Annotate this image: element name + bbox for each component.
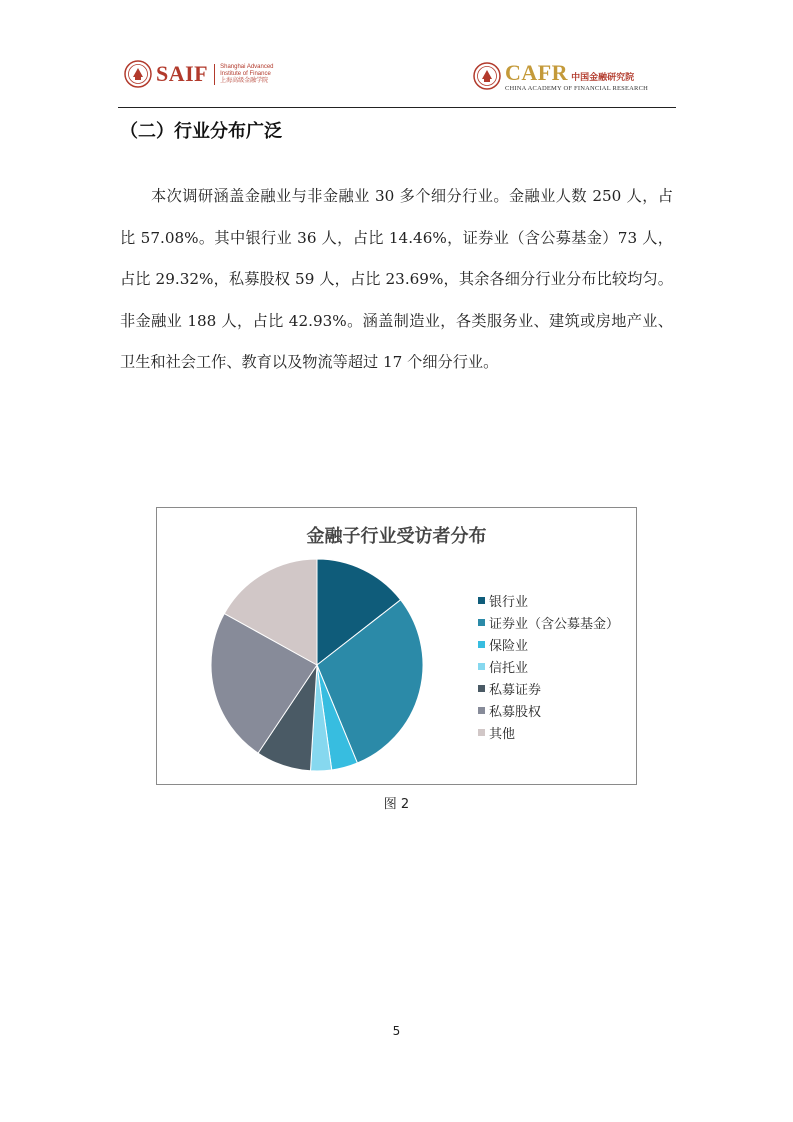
legend-item — [478, 721, 619, 743]
chart-legend — [478, 589, 619, 743]
figure-caption: 图 2 — [383, 797, 410, 812]
legend-label: 私募股权 — [489, 704, 542, 720]
saif-subtitle-line2: Institute of Finance — [220, 70, 271, 77]
pie-chart-figure — [156, 507, 637, 785]
cafr-wordmark: CAFR — [504, 60, 569, 85]
legend-swatch — [478, 685, 485, 692]
cafr-logo — [473, 60, 648, 92]
saif-logo — [124, 60, 274, 88]
saif-seal-icon — [124, 60, 152, 88]
legend-swatch — [478, 707, 485, 714]
legend-item — [478, 655, 619, 677]
cafr-english-name: CHINA ACADEMY OF FINANCIAL RESEARCH — [504, 85, 648, 92]
legend-item — [478, 677, 619, 699]
legend-item — [478, 589, 619, 611]
legend-label: 证券业（含公募基金） — [489, 616, 620, 632]
legend-label: 私募证券 — [489, 682, 542, 698]
legend-label: 保险业 — [489, 638, 529, 654]
saif-subtitle-line1: Shanghai Advanced — [220, 63, 274, 70]
page-number: 5 — [392, 1024, 401, 1038]
section-heading: （二）行业分布广泛 — [120, 121, 282, 142]
cafr-seal-icon — [473, 62, 501, 90]
saif-subtitle — [214, 64, 273, 85]
legend-swatch — [478, 619, 485, 626]
legend-item — [478, 699, 619, 721]
legend-swatch — [478, 663, 485, 670]
saif-wordmark: SAIF — [156, 61, 209, 86]
page-header — [118, 52, 676, 108]
legend-swatch — [478, 641, 485, 648]
legend-label: 信托业 — [489, 660, 529, 676]
body-paragraph: 本次调研涵盖金融业与非金融业 30 多个细分行业。金融业人数 250 人，占比 57.08%。其中银行业 36 人，占比 14.46%，证券业（含公募基金）73 人，占比 29.32%，私募股权 59 人，占比 23.69%，其余各细分行业分布比较均匀。非金融业 188 人，占比 42.93%。涵盖制造业，各类服务业、建筑或房地产业、卫生和社会工作、教育以及物流等超过 17 个细分行业。 — [120, 187, 673, 371]
legend-swatch — [478, 597, 485, 604]
legend-item — [478, 611, 619, 633]
legend-label: 银行业 — [489, 594, 529, 610]
header-divider — [118, 107, 676, 108]
chart-title: 金融子行业受访者分布 — [306, 526, 487, 547]
saif-subtitle-line3: 上海高级金融学院 — [220, 77, 269, 84]
cafr-chinese-name: 中国金融研究院 — [571, 73, 635, 83]
legend-swatch — [478, 729, 485, 736]
legend-item — [478, 633, 619, 655]
legend-label: 其他 — [489, 726, 516, 742]
